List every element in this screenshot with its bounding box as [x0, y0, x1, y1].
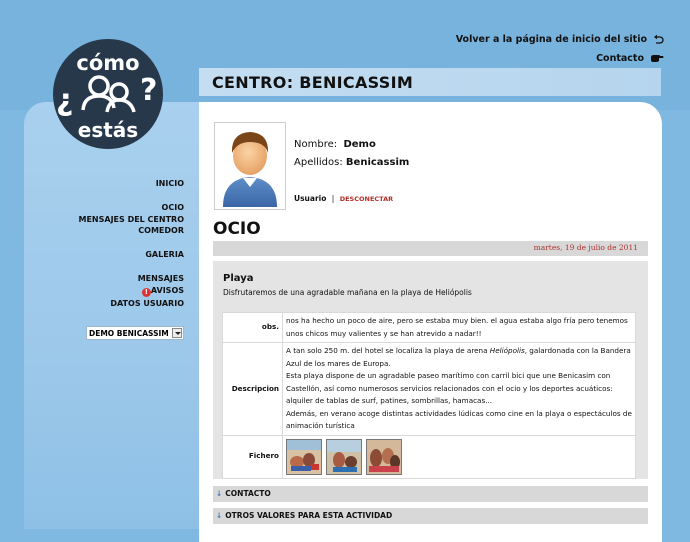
- file-label: Fichero: [223, 435, 283, 478]
- contact-link[interactable]: Contacto: [456, 53, 664, 64]
- beach-photo-icon: [327, 440, 361, 474]
- warning-icon: !: [142, 288, 151, 297]
- como-estas-logo[interactable]: [52, 38, 164, 150]
- obs-text: nos ha hecho un poco de aire, pero se estaba muy bien. el agua estaba algo fría pero tenemos unos chicos muy valientes y se han atrevido a nadar!!: [283, 313, 636, 343]
- obs-row: [223, 313, 636, 343]
- menu-avisos[interactable]: ! AVISOS: [60, 286, 184, 297]
- menu-galeria[interactable]: GALERIA: [145, 250, 184, 259]
- contacto-section[interactable]: ↓ CONTACTO: [213, 486, 648, 502]
- description-text: A tan solo 250 m. del hotel se localiza la playa de arena Heliópolis, galardonada con la Bandera Azul de los mares de Europa. Esta playa dispone de un agradable paseo marítimo con carril bici que une Benicasim con Castellón, así como numerosos servicios relacionados con el ocio y los deportes acuáticos: alquiler de tablas de surf, patines, sombrillas, hamacas... Además, en verano acoge distintas actividades lúdicas como cine en la playa o espectáculos de animación turística: [283, 343, 636, 436]
- sidebar-menu: [60, 179, 184, 308]
- menu-mensajes[interactable]: MENSAJES: [137, 274, 184, 283]
- chevron-down-icon[interactable]: [172, 328, 182, 338]
- sidebar-panel: [24, 102, 199, 529]
- activity-title: Playa: [223, 273, 254, 284]
- activity-subtitle: Disfrutaremos de una agradable mañana en la playa de Heliópolis: [223, 288, 472, 297]
- header-links: [456, 34, 664, 72]
- user-select[interactable]: DEMO BENICASSIM: [86, 326, 184, 340]
- photo-thumbnail[interactable]: [366, 439, 402, 475]
- svg-text:¿: ¿: [56, 83, 74, 118]
- obs-label: obs.: [223, 313, 283, 343]
- avatar: [214, 122, 286, 210]
- description-label: Descripcion: [223, 343, 283, 436]
- menu-datos-usuario[interactable]: DATOS USUARIO: [110, 299, 184, 308]
- date-bar: [213, 241, 648, 256]
- arrow-down-icon: ↓: [216, 511, 223, 520]
- photo-thumbnail[interactable]: [326, 439, 362, 475]
- menu-mensajes-centro[interactable]: MENSAJES DEL CENTRO: [78, 214, 184, 224]
- beach-photo-icon: [287, 440, 321, 474]
- section-title: OCIO: [213, 219, 261, 239]
- user-role: Usuario: [294, 194, 327, 203]
- arrow-down-icon: ↓: [216, 489, 223, 498]
- photo-thumbnail[interactable]: [286, 439, 322, 475]
- home-link[interactable]: Volver a la página de inicio del sitio: [456, 34, 664, 45]
- user-apellidos: Apellidos: Benicassim: [294, 157, 410, 168]
- return-arrow-icon: [653, 34, 664, 45]
- menu-inicio[interactable]: INICIO: [155, 179, 184, 188]
- file-row: [223, 435, 636, 478]
- centro-title: CENTRO: BENICASSIM: [212, 73, 414, 92]
- activity-card: [213, 261, 648, 479]
- otros-valores-section[interactable]: ↓ OTROS VALORES PARA ESTA ACTIVIDAD: [213, 508, 648, 524]
- beach-photo-icon: [367, 440, 401, 474]
- user-actions: Usuario | DESCONECTAR: [294, 194, 394, 203]
- svg-text:estás: estás: [77, 118, 139, 142]
- description-row: [223, 343, 636, 436]
- activity-details: [222, 312, 636, 479]
- date-text: martes, 19 de julio de 2011: [533, 243, 638, 252]
- menu-comedor[interactable]: COMEDOR: [138, 226, 184, 235]
- svg-text:cómo: cómo: [76, 51, 140, 75]
- user-avatar-icon: [215, 123, 285, 209]
- menu-ocio[interactable]: OCIO: [161, 203, 184, 212]
- file-thumbnails: [286, 438, 632, 476]
- user-nombre: Nombre: Demo: [294, 139, 376, 150]
- svg-text:?: ?: [140, 73, 158, 108]
- logout-link[interactable]: DESCONECTAR: [339, 195, 394, 203]
- background-decoration: [400, 509, 690, 529]
- pointing-hand-icon: [650, 54, 664, 63]
